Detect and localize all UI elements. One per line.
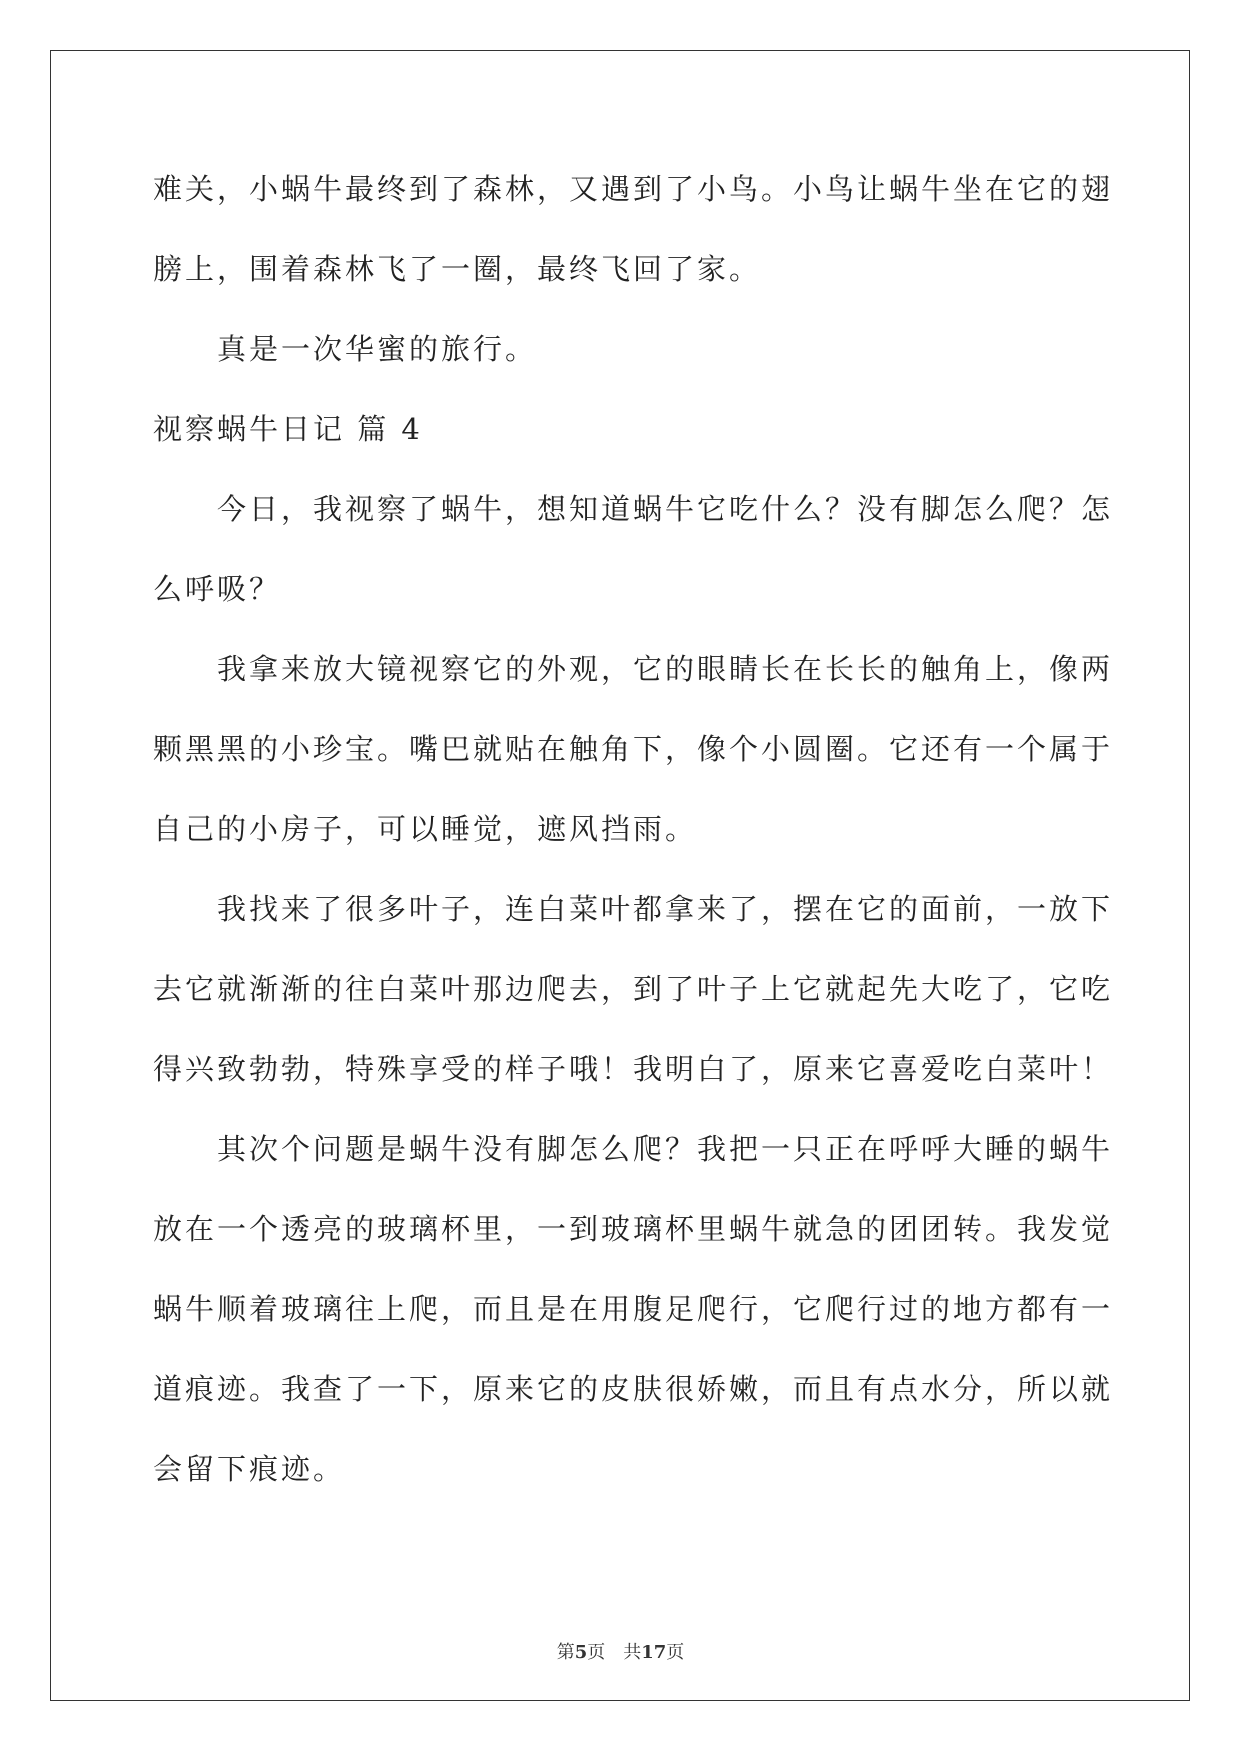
text-line: 我拿来放大镜视察它的外观，它的眼睛长在长长的触角上，像两 [153,652,1114,686]
text-line: 么呼吸？ [153,572,282,606]
text-line: 会留下痕迹。 [153,1452,346,1486]
text-line: 真是一次华蜜的旅行。 [153,332,538,366]
page-number: 5 [574,1642,588,1663]
text-line: 膀上，围着森林飞了一圈，最终飞回了家。 [153,252,762,286]
text-line: 得兴致勃勃，特殊享受的样子哦！我明白了，原来它喜爱吃白菜叶！ [153,1052,1114,1086]
footer-total-suffix: 页 [666,1642,685,1663]
text-line: 蜗牛顺着玻璃往上爬，而且是在用腹足爬行，它爬行过的地方都有一 [153,1292,1114,1326]
page-footer [0,1638,1241,1664]
text-line: 自己的小房子，可以睡觉，遮风挡雨。 [153,812,698,846]
text-line: 去它就渐渐的往白菜叶那边爬去，到了叶子上它就起先大吃了，它吃 [153,972,1114,1006]
footer-prefix: 第 [556,1642,575,1663]
text-line: 我找来了很多叶子，连白菜叶都拿来了，摆在它的面前，一放下 [153,892,1114,926]
section-heading: 视察蜗牛日记 篇 4 [153,412,423,446]
text-line: 道痕迹。我查了一下，原来它的皮肤很娇嫩，而且有点水分，所以就 [153,1372,1114,1406]
text-line: 颗黑黑的小珍宝。嘴巴就贴在触角下，像个小圆圈。它还有一个属于 [153,732,1114,766]
footer-total-prefix: 共 [623,1642,642,1663]
text-line: 放在一个透亮的玻璃杯里，一到玻璃杯里蜗牛就急的团团转。我发觉 [153,1212,1114,1246]
text-line: 难关，小蜗牛最终到了森林，又遇到了小鸟。小鸟让蜗牛坐在它的翅 [153,172,1114,206]
text-line: 其次个问题是蜗牛没有脚怎么爬？我把一只正在呼呼大睡的蜗牛 [153,1132,1114,1166]
text-line: 今日，我视察了蜗牛，想知道蜗牛它吃什么？没有脚怎么爬？怎 [153,492,1114,526]
page-total: 17 [641,1642,667,1663]
footer-page-suffix: 页 [587,1642,606,1663]
